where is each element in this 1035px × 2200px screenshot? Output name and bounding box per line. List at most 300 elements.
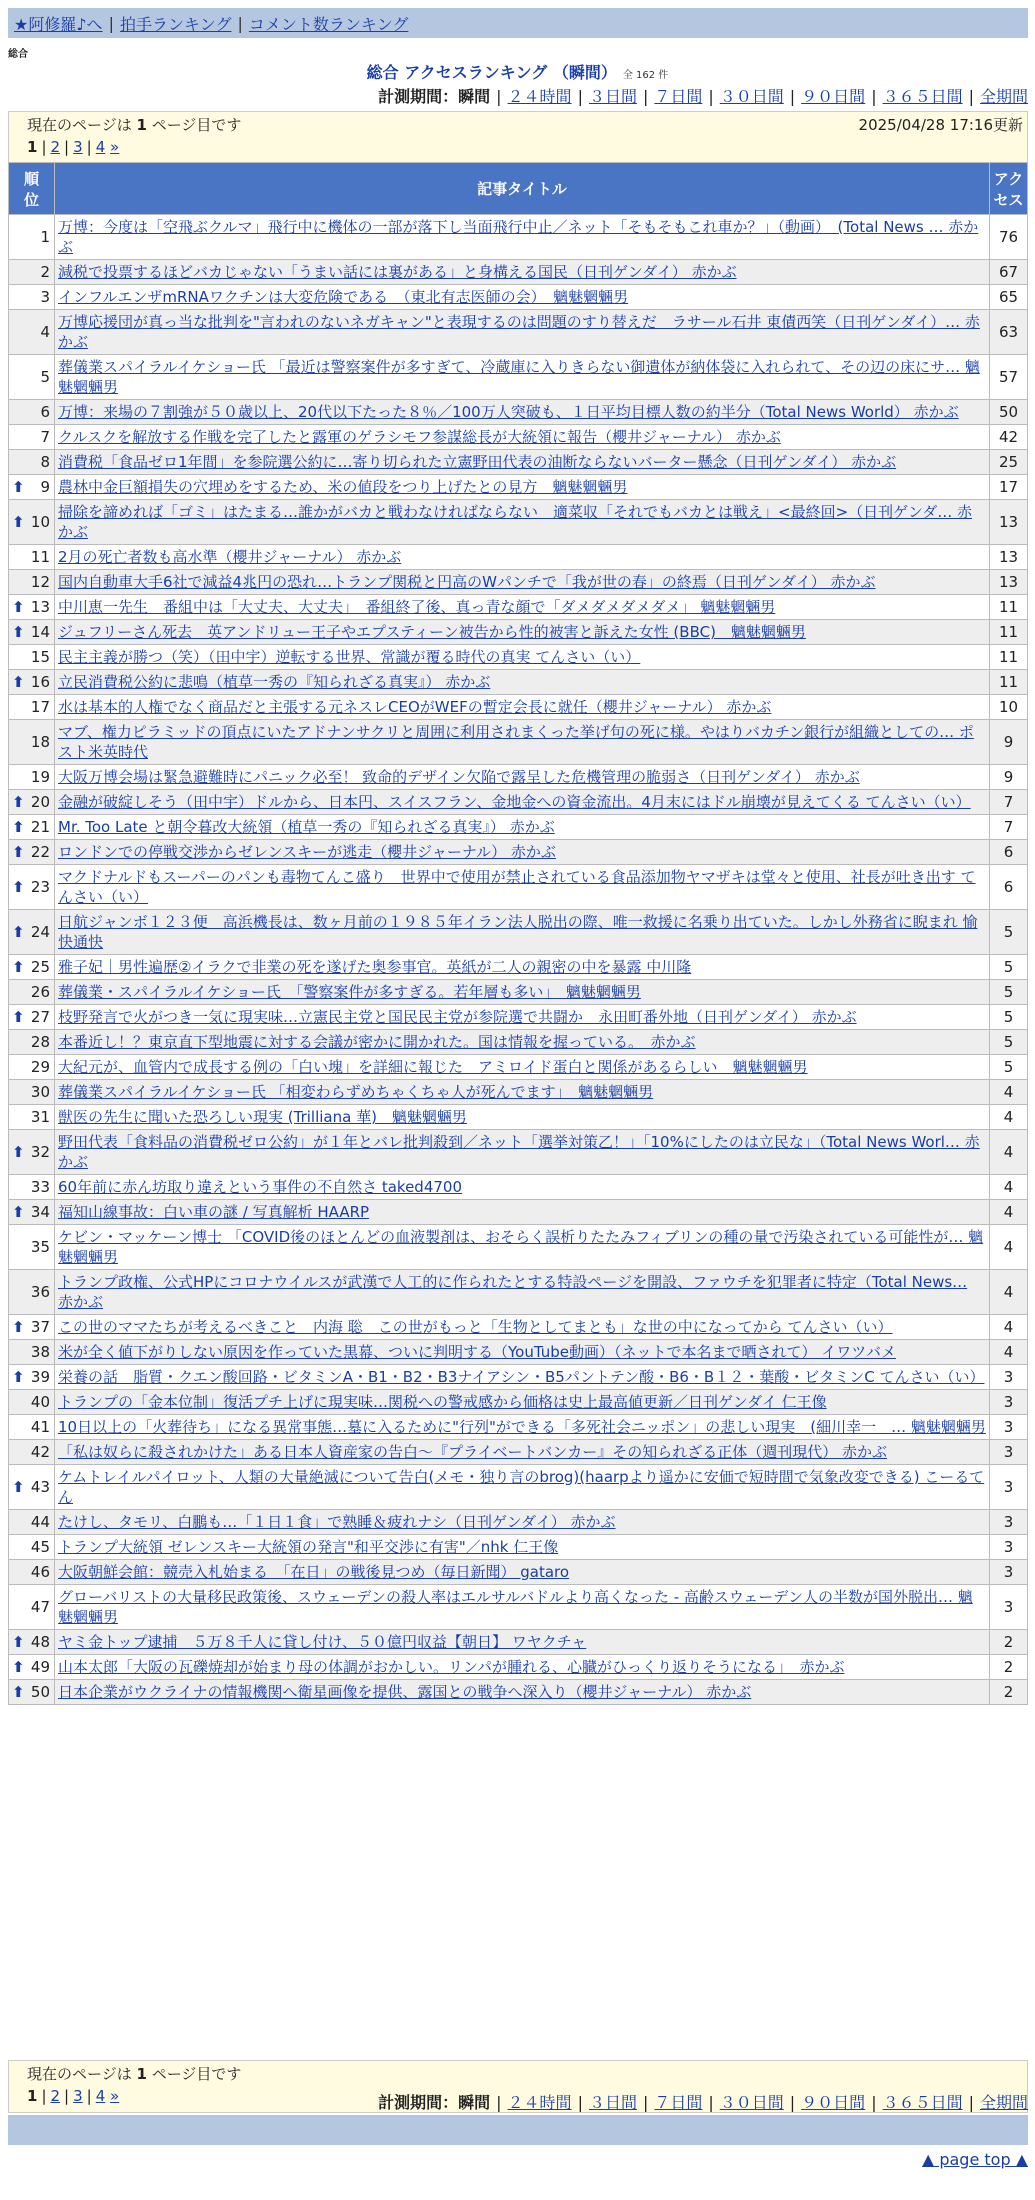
rank-cell bbox=[9, 1200, 55, 1225]
table-row bbox=[9, 595, 1028, 620]
access-count: 5 bbox=[990, 955, 1028, 980]
article-link[interactable]: ジュフリーさん死去 英アンドリュー王子やエプスティーン被告から性的被害と訴えた女性 (BBC) 魑魅魍魎男 bbox=[58, 623, 806, 641]
access-count: 3 bbox=[990, 1585, 1028, 1630]
rank-cell bbox=[9, 765, 55, 790]
up-arrow-icon: ⬆ bbox=[12, 1008, 25, 1026]
pagination-current: 1 bbox=[27, 2087, 38, 2105]
table-row bbox=[9, 695, 1028, 720]
rank-number: 18 bbox=[30, 733, 50, 751]
access-count: 5 bbox=[990, 1005, 1028, 1030]
rank-cell bbox=[9, 1315, 55, 1340]
title-cell bbox=[55, 1315, 990, 1340]
rank-number: 19 bbox=[30, 768, 50, 786]
ranking-table bbox=[8, 162, 1028, 1705]
up-arrow-icon: ⬆ bbox=[12, 1683, 25, 1701]
access-count: 17 bbox=[990, 475, 1028, 500]
title-column-header: 記事タイトル bbox=[55, 163, 990, 215]
access-count: 13 bbox=[990, 500, 1028, 545]
article-link[interactable]: 福知山線事故：白い車の謎 / 写真解析 HAARP bbox=[58, 1203, 370, 1221]
rank-cell bbox=[9, 955, 55, 980]
period-current: 瞬間 bbox=[458, 2093, 491, 2112]
rank-cell bbox=[9, 570, 55, 595]
rank-number: 39 bbox=[30, 1368, 50, 1386]
access-count: 3 bbox=[990, 1390, 1028, 1415]
table-row bbox=[9, 1340, 1028, 1365]
article-link[interactable]: 日航ジャンボ１２３便 高浜機長は、数ヶ月前の１９８５年イラン法人脱出の際、唯一救援に名乗り出ていた。しかし外務省に睨まれ 愉快通快 bbox=[58, 913, 978, 951]
period-separator: | bbox=[577, 2093, 583, 2112]
article-link[interactable]: 葬儀業・スパイラルイケショー氏 「警察案件が多すぎる。若年層も多い」 魑魅魍魎男 bbox=[58, 983, 641, 1001]
access-count: 63 bbox=[990, 310, 1028, 355]
rank-cell bbox=[9, 1055, 55, 1080]
nav-separator: | bbox=[237, 13, 243, 33]
article-link[interactable]: 葬儀業スパイラルイケショー氏 「相変わらずめちゃくちゃ人が死んでます」 魑魅魍魎男 bbox=[58, 1083, 654, 1101]
article-link[interactable]: たけし、タモリ、白鵬も…「１日１食」で熟睡＆疲れナシ（日刊ゲンダイ） 赤かぶ bbox=[58, 1513, 616, 1531]
rank-cell bbox=[9, 1340, 55, 1365]
access-count: 7 bbox=[990, 815, 1028, 840]
rank-number: 3 bbox=[40, 288, 50, 306]
period-separator: | bbox=[577, 87, 583, 106]
title-cell bbox=[55, 910, 990, 955]
access-count: 4 bbox=[990, 1270, 1028, 1315]
rank-number: 5 bbox=[40, 368, 50, 386]
up-arrow-icon: ⬆ bbox=[12, 958, 25, 976]
article-link[interactable]: 2月の死亡者数も高水準（櫻井ジャーナル） 赤かぶ bbox=[58, 548, 402, 566]
up-arrow-icon: ⬆ bbox=[12, 1658, 25, 1676]
rank-cell bbox=[9, 1175, 55, 1200]
table-row bbox=[9, 450, 1028, 475]
rank-number: 26 bbox=[30, 983, 50, 1001]
title-cell bbox=[55, 620, 990, 645]
title-cell bbox=[55, 1560, 990, 1585]
pagination-page-link[interactable]: 4 bbox=[95, 138, 106, 156]
article-link[interactable]: ヤミ金トップ逮捕 ５万８千人に貸し付け、５０億円収益【朝日】 ワヤクチャ bbox=[58, 1633, 587, 1651]
table-row bbox=[9, 1680, 1028, 1705]
rank-cell bbox=[9, 475, 55, 500]
title-cell bbox=[55, 765, 990, 790]
title-cell bbox=[55, 1680, 990, 1705]
table-row bbox=[9, 1080, 1028, 1105]
rank-number: 21 bbox=[30, 818, 50, 836]
rank-number: 33 bbox=[30, 1178, 50, 1196]
pagination-page-link[interactable]: 3 bbox=[73, 2087, 83, 2105]
period-option-link[interactable]: ７日間 bbox=[654, 2093, 703, 2112]
title-cell bbox=[55, 285, 990, 310]
access-count: 3 bbox=[990, 1415, 1028, 1440]
pagination-page-link[interactable]: 3 bbox=[73, 138, 83, 156]
category-label: 総合 bbox=[8, 49, 28, 60]
access-count: 13 bbox=[990, 570, 1028, 595]
article-link[interactable]: 立民消費税公約に悲鳴（植草一秀の『知られざる真実』） 赤かぶ bbox=[58, 673, 491, 691]
article-link[interactable]: トランプ政権、公式HPにコロナウイルスが武漢で人工的に作られたとする特設ページを開設、ファウチを犯罪者に特定（Total News… 赤かぶ bbox=[58, 1273, 968, 1311]
period-option-link[interactable]: ３０日間 bbox=[719, 2093, 784, 2112]
title-cell bbox=[55, 450, 990, 475]
rank-number: 37 bbox=[30, 1318, 50, 1336]
rank-cell bbox=[9, 260, 55, 285]
access-count: 11 bbox=[990, 620, 1028, 645]
pagination-separator: | bbox=[64, 138, 70, 156]
access-count: 3 bbox=[990, 1465, 1028, 1510]
title-cell bbox=[55, 425, 990, 450]
rank-cell bbox=[9, 695, 55, 720]
access-count: 50 bbox=[990, 400, 1028, 425]
article-link[interactable]: トランプ大統領 ゼレンスキー大統領の発言"和平交渉に有害"／nhk 仁王像 bbox=[58, 1538, 559, 1556]
table-row bbox=[9, 570, 1028, 595]
rank-cell bbox=[9, 1655, 55, 1680]
up-arrow-icon: ⬆ bbox=[12, 1478, 25, 1496]
rank-cell bbox=[9, 620, 55, 645]
article-link[interactable]: この世のママたちが考えるべきこと 内海 聡 この世がもっと「生物としてまとも」な世の中になってから てんさい（い） bbox=[58, 1318, 893, 1336]
rank-number: 38 bbox=[30, 1343, 50, 1361]
rank-cell bbox=[9, 720, 55, 765]
title-cell bbox=[55, 1005, 990, 1030]
ranking-title: 総合 アクセスランキング （瞬間） bbox=[366, 63, 617, 82]
title-cell bbox=[55, 215, 990, 260]
period-option-link[interactable]: ２４時間 bbox=[507, 2093, 572, 2112]
table-row bbox=[9, 1415, 1028, 1440]
rank-number: 48 bbox=[30, 1633, 50, 1651]
rank-number: 12 bbox=[30, 573, 50, 591]
access-count: 11 bbox=[990, 670, 1028, 695]
rank-number: 15 bbox=[30, 648, 50, 666]
rank-number: 17 bbox=[30, 698, 50, 716]
title-cell bbox=[55, 1440, 990, 1465]
rank-cell bbox=[9, 1080, 55, 1105]
article-link[interactable]: 60年前に赤ん坊取り違えという事件の不自然さ taked4700 bbox=[58, 1178, 463, 1196]
article-link[interactable]: 獣医の先生に聞いた恐ろしい現実 (Trilliana 華) 魑魅魍魎男 bbox=[58, 1108, 467, 1126]
rank-cell bbox=[9, 1415, 55, 1440]
title-cell bbox=[55, 595, 990, 620]
rank-cell bbox=[9, 1560, 55, 1585]
page-info-top bbox=[8, 111, 1028, 164]
home-link[interactable]: ★阿修羅♪へ bbox=[14, 14, 103, 34]
rank-number: 43 bbox=[30, 1478, 50, 1496]
rank-cell bbox=[9, 1630, 55, 1655]
access-count: 76 bbox=[990, 215, 1028, 260]
table-row bbox=[9, 215, 1028, 260]
article-link[interactable]: 減税で投票するほどバカじゃない「うまい話には裏がある」と身構える国民（日刊ゲンダイ） 赤かぶ bbox=[58, 263, 737, 281]
period-option-link[interactable]: ２４時間 bbox=[507, 87, 572, 106]
article-link[interactable]: 米が全く値下がりしない原因を作っていた黒幕、ついに判明する（YouTube動画）（ネットで本名まで晒されて） イワツバメ bbox=[58, 1343, 896, 1361]
up-arrow-icon: ⬆ bbox=[12, 1203, 25, 1221]
access-count: 4 bbox=[990, 1340, 1028, 1365]
access-column-header: アクセス bbox=[990, 163, 1028, 215]
rank-number: 13 bbox=[30, 598, 50, 616]
article-link[interactable]: 10日以上の「火葬待ち」になる異常事態…墓に入るために"行列"ができる「多死社会ニッポン」の悲しい現実 (細川幸一 … 魑魅魍魎男 bbox=[58, 1418, 986, 1436]
title-cell bbox=[55, 955, 990, 980]
table-row bbox=[9, 1465, 1028, 1510]
rank-cell bbox=[9, 595, 55, 620]
up-arrow-icon: ⬆ bbox=[12, 1143, 25, 1161]
access-count: 2 bbox=[990, 1630, 1028, 1655]
pagination-next-link[interactable]: » bbox=[110, 2087, 120, 2105]
table-row bbox=[9, 1630, 1028, 1655]
article-link[interactable]: マクドナルドもスーパーのパンも毒物てんこ盛り 世界中で使用が禁止されている食品添加物ヤマザキは堂々と使用、社長が吐き出す てんさい（い） bbox=[58, 868, 976, 906]
article-link[interactable]: 民主主義が勝つ（笑）（田中宇）逆転する世界、常識が覆る時代の真実 てんさい（い） bbox=[58, 648, 641, 666]
article-link[interactable]: 万博：今度は「空飛ぶクルマ」飛行中に機体の一部が落下し当面飛行中止／ネット「そもそもこれ車か？」（動画） (Total News … 赤かぶ bbox=[58, 218, 979, 256]
article-link[interactable]: 万博応援団が真っ当な批判を"言われのないネガキャン"と表現するのは問題のすり替えだ ラサール石井 東債西笑（日刊ゲンダイ）… 赤かぶ bbox=[58, 313, 980, 351]
period-option-link[interactable]: 全期間 bbox=[979, 2093, 1028, 2112]
table-row bbox=[9, 910, 1028, 955]
article-link[interactable]: 雅子妃｜男性遍歴②イラクで非業の死を遂げた奥参事官。英紙が二人の親密の中を暴露 中川隆 bbox=[58, 958, 692, 976]
table-row bbox=[9, 720, 1028, 765]
title-cell bbox=[55, 1465, 990, 1510]
rank-number: 34 bbox=[30, 1203, 50, 1221]
pagination-separator: | bbox=[86, 2087, 92, 2105]
table-row bbox=[9, 620, 1028, 645]
rank-cell bbox=[9, 645, 55, 670]
article-link[interactable]: 「私は奴らに殺されかけた」ある日本人資産家の告白〜『プライベートバンカー』その知られざる正体（週刊現代） 赤かぶ bbox=[58, 1443, 888, 1461]
article-link[interactable]: ケビン・マッケーン博士 「COVID後のほとんどの血液製剤は、おそらく誤析りたたみフィブリンの種の量で汚染されている可能性が… 魑魅魍魎男 bbox=[58, 1228, 984, 1266]
access-count: 5 bbox=[990, 1055, 1028, 1080]
period-option-link[interactable]: ３６５日間 bbox=[882, 87, 963, 106]
access-count: 6 bbox=[990, 840, 1028, 865]
table-row bbox=[9, 285, 1028, 310]
article-link[interactable]: 山本太郎「大阪の瓦礫焼却が始まり母の体調がおかしい。リンパが腫れる、心臓がひっくり返りそうになる」 赤かぶ bbox=[58, 1658, 845, 1676]
up-arrow-icon: ⬆ bbox=[12, 673, 25, 691]
access-count: 5 bbox=[990, 1030, 1028, 1055]
access-count: 42 bbox=[990, 425, 1028, 450]
access-count: 57 bbox=[990, 355, 1028, 400]
access-count: 9 bbox=[990, 720, 1028, 765]
rank-cell bbox=[9, 425, 55, 450]
rank-cell bbox=[9, 1105, 55, 1130]
access-count: 2 bbox=[990, 1680, 1028, 1705]
ranking-rows bbox=[9, 215, 1028, 1705]
title-cell bbox=[55, 1585, 990, 1630]
period-separator: | bbox=[496, 87, 502, 106]
rank-cell bbox=[9, 1510, 55, 1535]
article-link[interactable]: 国内自動車大手6社で減益4兆円の恐れ…トランプ関税と円高のWパンチで「我が世の春」の終焉（日刊ゲンダイ） 赤かぶ bbox=[58, 573, 876, 591]
title-cell bbox=[55, 720, 990, 765]
nav-separator: | bbox=[108, 13, 114, 33]
access-count: 67 bbox=[990, 260, 1028, 285]
table-row bbox=[9, 1535, 1028, 1560]
rank-cell bbox=[9, 910, 55, 955]
rank-cell bbox=[9, 840, 55, 865]
period-option-link[interactable]: 全期間 bbox=[979, 87, 1028, 106]
period-option-link[interactable]: ３日間 bbox=[588, 2093, 637, 2112]
period-separator: | bbox=[642, 2093, 649, 2112]
rank-number: 20 bbox=[30, 793, 50, 811]
title-cell bbox=[55, 645, 990, 670]
title-cell bbox=[55, 865, 990, 910]
title-cell bbox=[55, 1415, 990, 1440]
title-cell bbox=[55, 815, 990, 840]
period-label: 計測期間： bbox=[378, 2093, 459, 2112]
period-separator: | bbox=[642, 87, 649, 106]
title-cell bbox=[55, 1270, 990, 1315]
period-option-link[interactable]: ９０日間 bbox=[801, 87, 866, 106]
pagination-page-link[interactable]: 2 bbox=[50, 138, 61, 156]
pagination-current: 1 bbox=[27, 138, 38, 156]
access-count: 9 bbox=[990, 765, 1028, 790]
article-link[interactable]: 水は基本的人権でなく商品だと主張する元ネスレCEOがWEFの暫定会長に就任（櫻井ジャーナル） 赤かぶ bbox=[58, 698, 772, 716]
article-link[interactable]: トランプの「金本位制」復活プチ上げに現実味…関税への警戒感から価格は史上最高値更新／日刊ゲンダイ 仁王像 bbox=[58, 1393, 827, 1411]
rank-number: 40 bbox=[30, 1393, 50, 1411]
rank-number: 29 bbox=[30, 1058, 50, 1076]
period-separator: | bbox=[871, 2093, 877, 2112]
period-option-link[interactable]: ９０日間 bbox=[801, 2093, 866, 2112]
comments-ranking-link[interactable]: コメント数ランキング bbox=[248, 14, 409, 34]
article-link[interactable]: 本番近し！？東京直下型地震に対する会議が密かに開かれた。国は情報を握っている。 赤かぶ bbox=[58, 1033, 696, 1051]
access-count: 13 bbox=[990, 545, 1028, 570]
rank-cell bbox=[9, 865, 55, 910]
article-link[interactable]: 枝野発言で火がつき一気に現実味…立憲民主党と国民民主党が参院選で共闘か 永田町番外地（日刊ゲンダイ） 赤かぶ bbox=[58, 1008, 857, 1026]
title-cell bbox=[55, 310, 990, 355]
up-arrow-icon: ⬆ bbox=[12, 1368, 25, 1386]
article-link[interactable]: 日本企業がウクライナの情報機関へ衛星画像を提供、露国との戦争へ深入り（櫻井ジャーナル） 赤かぶ bbox=[58, 1683, 752, 1701]
up-arrow-icon: ⬆ bbox=[12, 793, 25, 811]
access-count: 2 bbox=[990, 1655, 1028, 1680]
article-link[interactable]: 野田代表「食料品の消費税ゼロ公約」が１年とバレ批判殺到／ネット「選挙対策乙！」「10%にしたのは立民な」（Total News Worl… 赤かぶ bbox=[58, 1133, 980, 1171]
pagination-top bbox=[27, 138, 119, 156]
period-label: 計測期間： bbox=[378, 87, 459, 106]
item-count: 全 162 件 bbox=[622, 70, 669, 81]
article-link[interactable]: 消費税「食品ゼロ1年間」を参院選公約に…寄り切られた立憲野田代表の油断ならないバーター懸念（日刊ゲンダイ） 赤かぶ bbox=[58, 453, 897, 471]
table-row bbox=[9, 790, 1028, 815]
top-nav-bar bbox=[8, 8, 1028, 38]
page-top-link[interactable]: ▲ page top ▲ bbox=[921, 2150, 1028, 2169]
access-count: 65 bbox=[990, 285, 1028, 310]
rank-cell bbox=[9, 1225, 55, 1270]
rank-cell bbox=[9, 285, 55, 310]
article-link[interactable]: グローバリストの大量移民政策後、スウェーデンの殺人率はエルサルバドルより高くなった - 高齢スウェーデン人の半数が国外脱出… 魑魅魍魎男 bbox=[58, 1588, 973, 1626]
article-link[interactable]: 金融が破綻しそう（田中宇）ドルから、日本円、スイスフラン、金地金への資金流出。4月末にはドル崩壊が見えてくる てんさい（い） bbox=[58, 793, 971, 811]
article-link[interactable]: インフルエンザmRNAワクチンは大変危険である （東北有志医師の会） 魑魅魍魎男 bbox=[58, 288, 629, 306]
title-cell bbox=[55, 1080, 990, 1105]
article-link[interactable]: ロンドンでの停戦交渉からゼレンスキーが逃走（櫻井ジャーナル） 赤かぶ bbox=[58, 843, 556, 861]
title-cell bbox=[55, 1200, 990, 1225]
access-count: 6 bbox=[990, 865, 1028, 910]
rank-cell bbox=[9, 980, 55, 1005]
title-cell bbox=[55, 1030, 990, 1055]
access-count: 4 bbox=[990, 1105, 1028, 1130]
title-cell bbox=[55, 790, 990, 815]
title-cell bbox=[55, 980, 990, 1005]
article-link[interactable]: ケムトレイルパイロット、人類の大量絶滅について告白(メモ・独り言のbrog)(haarpより遥かに安価で短時間で気象改変できる) こーるてん bbox=[58, 1468, 985, 1506]
pagination-separator: | bbox=[86, 138, 92, 156]
article-link[interactable]: 栄養の話 脂質・クエン酸回路・ビタミンA・B1・B2・B3ナイアシン・B5パントテン酸・B6・B１２・葉酸・ビタミンC てんさい（い） bbox=[58, 1368, 985, 1386]
title-cell bbox=[55, 1510, 990, 1535]
up-arrow-icon: ⬆ bbox=[12, 598, 25, 616]
table-row bbox=[9, 1105, 1028, 1130]
access-count: 4 bbox=[990, 1200, 1028, 1225]
period-selector-top bbox=[378, 84, 1028, 107]
table-row bbox=[9, 1560, 1028, 1585]
title-cell bbox=[55, 670, 990, 695]
period-current: 瞬間 bbox=[458, 87, 491, 106]
period-option-link[interactable]: ３日間 bbox=[588, 87, 637, 106]
article-link[interactable]: 掃除を諦めれば「ゴミ」はたまる…誰かがバカと戦わなければならない 適菜収「それでもバカとは戦え」<最終回>（日刊ゲンダ… 赤かぶ bbox=[58, 503, 973, 541]
access-count: 7 bbox=[990, 790, 1028, 815]
title-cell bbox=[55, 500, 990, 545]
table-row bbox=[9, 670, 1028, 695]
up-arrow-icon: ⬆ bbox=[12, 923, 25, 941]
table-row bbox=[9, 840, 1028, 865]
article-link[interactable]: マブ、権力ピラミッドの頂点にいたアドナンサクリと周囲に利用されまくった挙げ句の死に様。やはりバカチン銀行が組織としての… ポスト米英時代 bbox=[58, 723, 974, 761]
pagination-page-link[interactable]: 2 bbox=[50, 2087, 61, 2105]
rank-cell bbox=[9, 1030, 55, 1055]
period-option-link[interactable]: ３６５日間 bbox=[882, 2093, 963, 2112]
article-link[interactable]: 万博：来場の７割強が５０歳以上、20代以下たった８％／100万人突破も、１日平均目標人数の約半分（Total News World） 赤かぶ bbox=[58, 403, 959, 421]
table-row bbox=[9, 355, 1028, 400]
rank-number: 11 bbox=[30, 548, 50, 566]
period-separator: | bbox=[789, 87, 796, 106]
table-row bbox=[9, 865, 1028, 910]
rank-cell bbox=[9, 1680, 55, 1705]
rank-cell bbox=[9, 450, 55, 475]
table-row bbox=[9, 400, 1028, 425]
rank-cell bbox=[9, 500, 55, 545]
rank-cell bbox=[9, 1270, 55, 1315]
article-link[interactable]: 大阪万博会場は緊急避難時にパニック必至！ 致命的デザイン欠陥で露呈した危機管理の脆弱さ（日刊ゲンダイ） 赤かぶ bbox=[58, 768, 860, 786]
rank-number: 10 bbox=[30, 513, 50, 531]
page-status: 現在のページは 1 ページ目です bbox=[27, 116, 242, 134]
table-row bbox=[9, 1005, 1028, 1030]
rank-cell bbox=[9, 1465, 55, 1510]
table-row bbox=[9, 260, 1028, 285]
pagination-separator: | bbox=[64, 2087, 70, 2105]
up-arrow-icon: ⬆ bbox=[12, 1633, 25, 1651]
article-link[interactable]: 大阪朝鮮会館：競売入札始まる 「在日」の戦後見つめ（毎日新聞） gataro bbox=[58, 1563, 570, 1581]
rank-number: 44 bbox=[30, 1513, 50, 1531]
rank-number: 28 bbox=[30, 1033, 50, 1051]
period-option-link[interactable]: ３０日間 bbox=[719, 87, 784, 106]
rank-cell bbox=[9, 1130, 55, 1175]
rank-number: 9 bbox=[40, 478, 50, 496]
rank-number: 36 bbox=[30, 1283, 50, 1301]
period-separator: | bbox=[968, 87, 974, 106]
title-cell bbox=[55, 1630, 990, 1655]
up-arrow-icon: ⬆ bbox=[12, 1318, 25, 1336]
title-cell bbox=[55, 260, 990, 285]
title-cell bbox=[55, 1175, 990, 1200]
title-cell bbox=[55, 695, 990, 720]
table-row bbox=[9, 1130, 1028, 1175]
up-arrow-icon: ⬆ bbox=[12, 623, 25, 641]
rank-number: 24 bbox=[30, 923, 50, 941]
article-link[interactable]: 中川恵一先生 番組中は「大丈夫、大丈夫」 番組終了後、真っ青な顔で「ダメダメダメダメ」 魑魅魍魎男 bbox=[58, 598, 776, 616]
rank-number: 6 bbox=[40, 403, 50, 421]
pagination-page-link[interactable]: 4 bbox=[95, 2087, 106, 2105]
rank-number: 32 bbox=[30, 1143, 50, 1161]
rank-cell bbox=[9, 790, 55, 815]
title-cell bbox=[55, 545, 990, 570]
table-row bbox=[9, 1585, 1028, 1630]
claps-ranking-link[interactable]: 拍手ランキング bbox=[119, 14, 232, 34]
period-option-link[interactable]: ７日間 bbox=[654, 87, 703, 106]
rank-number: 2 bbox=[40, 263, 50, 281]
article-link[interactable]: Mr. Too Late と朝令暮改大統領（植草一秀の『知られざる真実』） 赤かぶ bbox=[58, 818, 555, 836]
article-link[interactable]: クルスクを解放する作戦を完了したと露軍のゲラシモフ参謀総長が大統領に報告（櫻井ジャーナル） 赤かぶ bbox=[58, 428, 781, 446]
bottom-bar bbox=[8, 2115, 1028, 2145]
access-count: 3 bbox=[990, 1440, 1028, 1465]
title-cell bbox=[55, 475, 990, 500]
pagination-next-link[interactable]: » bbox=[110, 138, 120, 156]
article-link[interactable]: 農林中金巨額損失の穴埋めをするため、米の値段をつり上げたとの見方 魑魅魍魎男 bbox=[58, 478, 628, 496]
ranking-heading bbox=[0, 60, 1035, 83]
table-row bbox=[9, 1655, 1028, 1680]
article-link[interactable]: 葬儀業スパイラルイケショー氏 「最近は警察案件が多すぎて、冷蔵庫に入りきらない御遺体が納体袋に入れられて、その辺の床にサ… 魑魅魍魎男 bbox=[58, 358, 980, 396]
rank-number: 47 bbox=[30, 1598, 50, 1616]
rank-number: 35 bbox=[30, 1238, 50, 1256]
rank-number: 8 bbox=[40, 453, 50, 471]
table-row bbox=[9, 545, 1028, 570]
rank-cell bbox=[9, 310, 55, 355]
title-cell bbox=[55, 1655, 990, 1680]
pagination-separator: | bbox=[41, 138, 47, 156]
article-link[interactable]: 大紀元が、血管内で成長する例の「白い塊」を詳細に報じた アミロイド蛋白と関係があるらしい 魑魅魍魎男 bbox=[58, 1058, 808, 1076]
